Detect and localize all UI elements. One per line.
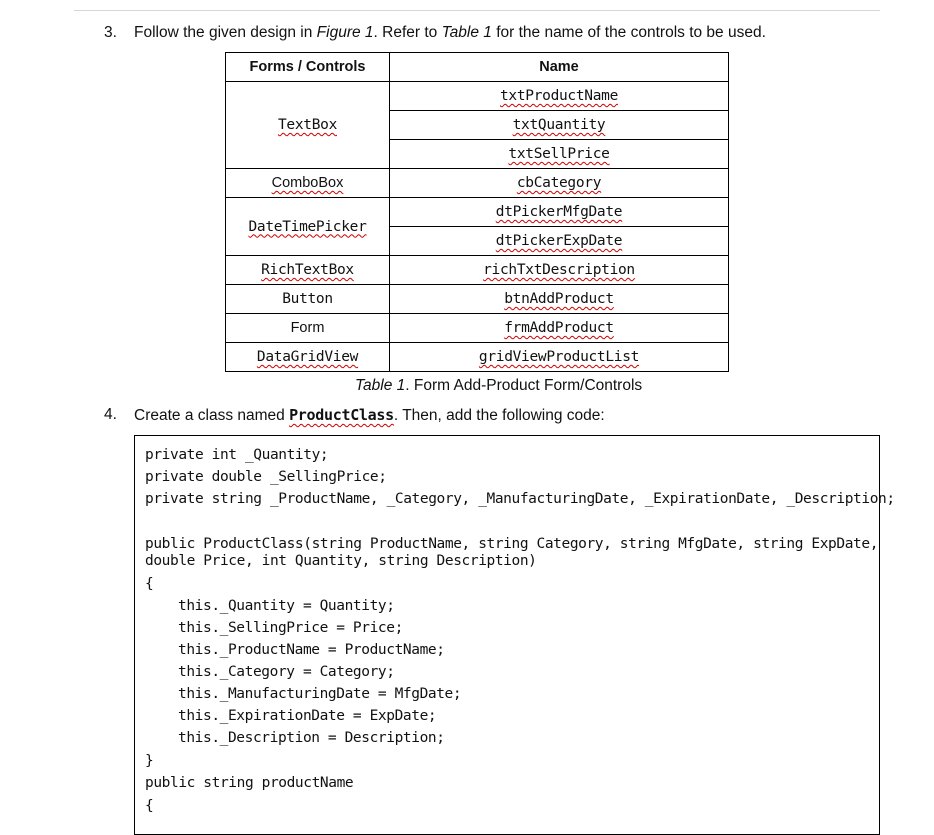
code-line: this._ManufacturingDate = MfgDate; [178,686,462,702]
name-cell: cbCategory [390,169,729,198]
control-cell: RichTextBox [226,256,390,285]
controls-table [225,52,729,372]
name-cell: dtPickerMfgDate [390,198,729,227]
name-cell: dtPickerExpDate [390,227,729,256]
class-name: ProductClass [289,406,394,424]
code-box [134,435,895,835]
figure-ref: Figure 1 [316,24,374,41]
control-cell: DateTimePicker [226,198,390,256]
name-cell: txtProductName [390,82,729,111]
name-cell: frmAddProduct [390,314,729,343]
code-brace: { [145,798,154,814]
code-line: this._SellingPrice = Price; [178,620,403,636]
code-brace: { [145,576,154,592]
code-line: this._Description = Description; [178,730,445,746]
name-cell: richTxtDescription [390,256,729,285]
code-brace: } [145,753,154,769]
code-line: private double _SellingPrice; [145,469,387,485]
control-cell: Button [226,285,390,314]
control-cell: DataGridView [226,343,390,372]
step-number: 4. [104,406,117,423]
table-row [226,82,729,111]
code-line: this._Category = Category; [178,664,395,680]
control-cell: Form [226,314,390,343]
code-line: double Price, int Quantity, string Description) [145,553,537,569]
control-cell: ComboBox [226,169,390,198]
name-cell: txtQuantity [390,111,729,140]
name-cell: btnAddProduct [390,285,729,314]
step-text: Follow the given design in Figure 1. Refer to Table 1 for the name of the controls to be used. [134,24,766,41]
code-line: private string _ProductName, _Category, _ManufacturingDate, _ExpirationDate, _Description; [145,491,895,507]
table-row [226,285,729,314]
top-divider [74,10,880,11]
table-row [226,256,729,285]
table-row [226,343,729,372]
table-row [226,314,729,343]
code-line: public string productName [145,775,354,791]
header-name: Name [390,53,729,82]
header-controls: Forms / Controls [226,53,390,82]
control-cell: TextBox [226,82,390,169]
code-line: private int _Quantity; [145,447,329,463]
name-cell: txtSellPrice [390,140,729,169]
code-line: this._ExpirationDate = ExpDate; [178,708,437,724]
step-text: Create a class named ProductClass. Then, add the following code: [134,406,605,424]
table-row [226,198,729,227]
table-row [226,169,729,198]
code-line: public ProductClass(string ProductName, string Category, string MfgDate, string ExpDate, [145,536,879,552]
step-number: 3. [104,24,117,41]
name-cell: gridViewProductList [390,343,729,372]
code-line: this._ProductName = ProductName; [178,642,445,658]
table-header-row [226,53,729,82]
code-line: this._Quantity = Quantity; [178,598,395,614]
table-ref: Table 1 [441,24,492,41]
